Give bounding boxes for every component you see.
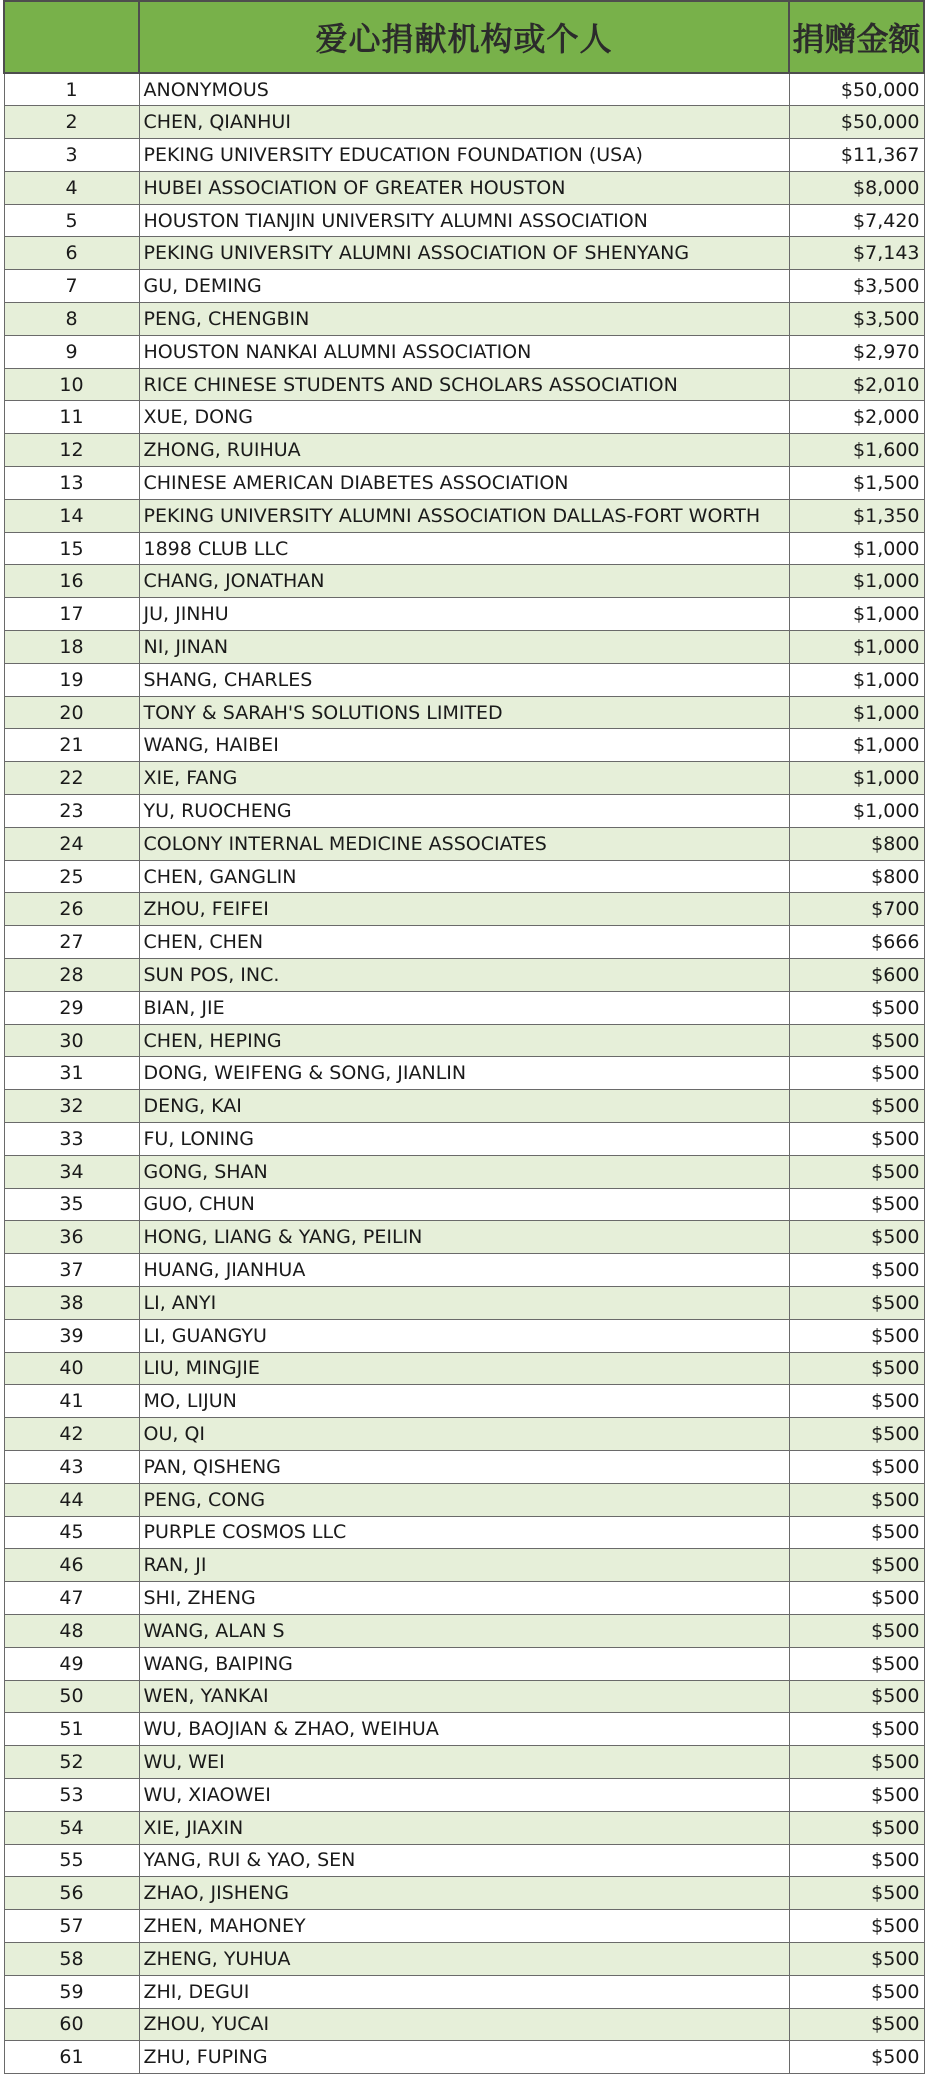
table-row: [4, 368, 924, 401]
row-index-cell: 7: [4, 270, 139, 303]
table-row: [4, 1877, 924, 1910]
table-row: [4, 467, 924, 500]
donor-name-cell: WANG, BAIPING: [139, 1647, 789, 1680]
donation-amount-cell: $500: [789, 1188, 924, 1221]
donation-amount-cell: $500: [789, 1155, 924, 1188]
table-row: [4, 1155, 924, 1188]
row-index-cell: 30: [4, 1024, 139, 1057]
donor-name-cell: GU, DEMING: [139, 270, 789, 303]
donor-name-cell: XUE, DONG: [139, 401, 789, 434]
donation-amount-cell: $500: [789, 1975, 924, 2008]
donation-amount-cell: $500: [789, 1352, 924, 1385]
row-index-cell: 61: [4, 2041, 139, 2074]
row-index-cell: 56: [4, 1877, 139, 1910]
donor-name-cell: JU, JINHU: [139, 598, 789, 631]
row-index-cell: 41: [4, 1385, 139, 1418]
donor-name-cell: PAN, QISHENG: [139, 1450, 789, 1483]
row-index-cell: 10: [4, 368, 139, 401]
donation-amount-cell: $500: [789, 1680, 924, 1713]
donor-name-cell: NI, JINAN: [139, 631, 789, 664]
donation-amount-cell: $500: [789, 1418, 924, 1451]
donor-name-cell: HOUSTON TIANJIN UNIVERSITY ALUMNI ASSOCIATION: [139, 204, 789, 237]
donation-amount-cell: $800: [789, 827, 924, 860]
index-column-header: [4, 1, 139, 73]
donor-name-cell: PENG, CHENGBIN: [139, 303, 789, 336]
table-row: [4, 795, 924, 828]
row-index-cell: 8: [4, 303, 139, 336]
donor-name-cell: OU, QI: [139, 1418, 789, 1451]
row-index-cell: 44: [4, 1483, 139, 1516]
table-row: [4, 434, 924, 467]
table-row: [4, 1844, 924, 1877]
table-row: [4, 598, 924, 631]
table-row: [4, 1254, 924, 1287]
table-row: [4, 1516, 924, 1549]
donation-amount-cell: $1,000: [789, 696, 924, 729]
row-index-cell: 50: [4, 1680, 139, 1713]
row-index-cell: 53: [4, 1778, 139, 1811]
donor-name-cell: PEKING UNIVERSITY ALUMNI ASSOCIATION DALLAS-FORT WORTH: [139, 499, 789, 532]
donor-name-cell: CHINESE AMERICAN DIABETES ASSOCIATION: [139, 467, 789, 500]
table-row: [4, 1286, 924, 1319]
donation-amount-cell: $3,500: [789, 270, 924, 303]
row-index-cell: 19: [4, 663, 139, 696]
donor-name-cell: 1898 CLUB LLC: [139, 532, 789, 565]
table-row: [4, 1024, 924, 1057]
row-index-cell: 54: [4, 1811, 139, 1844]
header-row: [4, 1, 924, 73]
table-row: [4, 893, 924, 926]
donation-amount-cell: $500: [789, 1614, 924, 1647]
donor-name-cell: XIE, FANG: [139, 762, 789, 795]
donation-amount-cell: $1,000: [789, 565, 924, 598]
donor-name-cell: WU, BAOJIAN & ZHAO, WEIHUA: [139, 1713, 789, 1746]
donor-name-cell: YANG, RUI & YAO, SEN: [139, 1844, 789, 1877]
donor-name-cell: LI, GUANGYU: [139, 1319, 789, 1352]
table-row: [4, 1647, 924, 1680]
donor-name-cell: GONG, SHAN: [139, 1155, 789, 1188]
donation-amount-cell: $666: [789, 926, 924, 959]
table-row: [4, 401, 924, 434]
table-row: [4, 1680, 924, 1713]
donor-name-cell: ZHU, FUPING: [139, 2041, 789, 2074]
donation-amount-cell: $500: [789, 1319, 924, 1352]
table-row: [4, 860, 924, 893]
donation-amount-cell: $3,500: [789, 303, 924, 336]
donation-amount-cell: $1,600: [789, 434, 924, 467]
donor-name-cell: TONY & SARAH'S SOLUTIONS LIMITED: [139, 696, 789, 729]
donation-amount-cell: $500: [789, 1582, 924, 1615]
row-index-cell: 11: [4, 401, 139, 434]
donor-name-cell: CHEN, GANGLIN: [139, 860, 789, 893]
donation-amount-cell: $1,000: [789, 598, 924, 631]
donor-name-cell: ZHOU, YUCAI: [139, 2008, 789, 2041]
donor-name-cell: LI, ANYI: [139, 1286, 789, 1319]
table-row: [4, 1910, 924, 1943]
row-index-cell: 22: [4, 762, 139, 795]
row-index-cell: 2: [4, 106, 139, 139]
table-row: [4, 1811, 924, 1844]
donation-amount-cell: $1,000: [789, 762, 924, 795]
donation-amount-cell: $500: [789, 1221, 924, 1254]
table-row: [4, 631, 924, 664]
row-index-cell: 4: [4, 171, 139, 204]
table-row: [4, 1778, 924, 1811]
row-index-cell: 51: [4, 1713, 139, 1746]
row-index-cell: 18: [4, 631, 139, 664]
donation-amount-cell: $500: [789, 2008, 924, 2041]
row-index-cell: 32: [4, 1090, 139, 1123]
donation-amount-cell: $1,500: [789, 467, 924, 500]
table-row: [4, 499, 924, 532]
row-index-cell: 31: [4, 1057, 139, 1090]
table-header: [4, 1, 924, 73]
donor-table: [3, 0, 925, 2074]
donation-amount-cell: $50,000: [789, 106, 924, 139]
donor-name-cell: YU, RUOCHENG: [139, 795, 789, 828]
row-index-cell: 59: [4, 1975, 139, 2008]
table-row: [4, 139, 924, 172]
row-index-cell: 33: [4, 1123, 139, 1156]
row-index-cell: 57: [4, 1910, 139, 1943]
donation-amount-cell: $500: [789, 1286, 924, 1319]
table-row: [4, 1483, 924, 1516]
table-row: [4, 270, 924, 303]
row-index-cell: 55: [4, 1844, 139, 1877]
row-index-cell: 13: [4, 467, 139, 500]
row-index-cell: 46: [4, 1549, 139, 1582]
row-index-cell: 21: [4, 729, 139, 762]
donation-amount-cell: $2,970: [789, 335, 924, 368]
table-row: [4, 1582, 924, 1615]
donation-amount-cell: $500: [789, 2041, 924, 2074]
row-index-cell: 45: [4, 1516, 139, 1549]
donor-name-cell: WU, XIAOWEI: [139, 1778, 789, 1811]
row-index-cell: 20: [4, 696, 139, 729]
donor-name-cell: MO, LIJUN: [139, 1385, 789, 1418]
row-index-cell: 1: [4, 73, 139, 106]
donor-name-cell: LIU, MINGJIE: [139, 1352, 789, 1385]
donation-amount-cell: $500: [789, 1385, 924, 1418]
donor-name-cell: CHEN, QIANHUI: [139, 106, 789, 139]
donor-name-cell: HOUSTON NANKAI ALUMNI ASSOCIATION: [139, 335, 789, 368]
donation-amount-cell: $500: [789, 1647, 924, 1680]
table-row: [4, 1221, 924, 1254]
table-row: [4, 335, 924, 368]
donation-amount-cell: $7,143: [789, 237, 924, 270]
donor-name-cell: HUBEI ASSOCIATION OF GREATER HOUSTON: [139, 171, 789, 204]
donation-amount-cell: $500: [789, 1910, 924, 1943]
table-row: [4, 73, 924, 106]
donor-name-cell: ZHI, DEGUI: [139, 1975, 789, 2008]
donor-name-cell: FU, LONING: [139, 1123, 789, 1156]
row-index-cell: 28: [4, 959, 139, 992]
row-index-cell: 37: [4, 1254, 139, 1287]
donor-name-cell: CHEN, CHEN: [139, 926, 789, 959]
row-index-cell: 47: [4, 1582, 139, 1615]
row-index-cell: 15: [4, 532, 139, 565]
donation-amount-cell: $800: [789, 860, 924, 893]
row-index-cell: 43: [4, 1450, 139, 1483]
donor-name-cell: WANG, HAIBEI: [139, 729, 789, 762]
donor-name-cell: WANG, ALAN S: [139, 1614, 789, 1647]
donation-amount-cell: $500: [789, 1549, 924, 1582]
table-row: [4, 926, 924, 959]
donation-amount-cell: $500: [789, 1942, 924, 1975]
donor-name-cell: CHEN, HEPING: [139, 1024, 789, 1057]
donor-name-cell: HONG, LIANG & YANG, PEILIN: [139, 1221, 789, 1254]
donation-amount-cell: $500: [789, 1024, 924, 1057]
table-row: [4, 532, 924, 565]
donation-amount-cell: $500: [789, 1516, 924, 1549]
row-index-cell: 39: [4, 1319, 139, 1352]
donor-name-cell: ZHONG, RUIHUA: [139, 434, 789, 467]
donation-amount-cell: $500: [789, 1713, 924, 1746]
row-index-cell: 17: [4, 598, 139, 631]
table-row: [4, 959, 924, 992]
donor-name-cell: BIAN, JIE: [139, 991, 789, 1024]
donation-amount-cell: $1,000: [789, 532, 924, 565]
donation-amount-cell: $50,000: [789, 73, 924, 106]
table-row: [4, 1319, 924, 1352]
table-row: [4, 565, 924, 598]
table-row: [4, 1418, 924, 1451]
donation-amount-cell: $700: [789, 893, 924, 926]
row-index-cell: 35: [4, 1188, 139, 1221]
donor-name-cell: WEN, YANKAI: [139, 1680, 789, 1713]
table-row: [4, 1123, 924, 1156]
row-index-cell: 49: [4, 1647, 139, 1680]
table-row: [4, 1549, 924, 1582]
table-row: [4, 729, 924, 762]
donation-amount-cell: $500: [789, 1090, 924, 1123]
table-row: [4, 1352, 924, 1385]
row-index-cell: 48: [4, 1614, 139, 1647]
row-index-cell: 58: [4, 1942, 139, 1975]
row-index-cell: 5: [4, 204, 139, 237]
donor-name-cell: PENG, CONG: [139, 1483, 789, 1516]
table-row: [4, 1450, 924, 1483]
donation-amount-cell: $500: [789, 1844, 924, 1877]
row-index-cell: 3: [4, 139, 139, 172]
table-row: [4, 827, 924, 860]
donation-amount-cell: $500: [789, 1123, 924, 1156]
donation-amount-cell: $1,000: [789, 795, 924, 828]
donation-amount-cell: $8,000: [789, 171, 924, 204]
donor-name-cell: CHANG, JONATHAN: [139, 565, 789, 598]
donor-name-cell: SHANG, CHARLES: [139, 663, 789, 696]
table-row: [4, 204, 924, 237]
table-row: [4, 2041, 924, 2074]
table-body: [4, 73, 924, 2074]
row-index-cell: 36: [4, 1221, 139, 1254]
row-index-cell: 52: [4, 1746, 139, 1779]
row-index-cell: 29: [4, 991, 139, 1024]
row-index-cell: 9: [4, 335, 139, 368]
donation-amount-cell: $500: [789, 1450, 924, 1483]
table-row: [4, 1057, 924, 1090]
donation-amount-cell: $500: [789, 1254, 924, 1287]
row-index-cell: 16: [4, 565, 139, 598]
row-index-cell: 24: [4, 827, 139, 860]
donor-name-cell: PURPLE COSMOS LLC: [139, 1516, 789, 1549]
donation-amount-cell: $500: [789, 1483, 924, 1516]
donation-amount-cell: $1,350: [789, 499, 924, 532]
donor-name-cell: SUN POS, INC.: [139, 959, 789, 992]
donation-amount-cell: $600: [789, 959, 924, 992]
donor-name-cell: RAN, JI: [139, 1549, 789, 1582]
donor-name-cell: ANONYMOUS: [139, 73, 789, 106]
donation-amount-cell: $1,000: [789, 631, 924, 664]
donor-column-header: 爱心捐献机构或个人: [139, 1, 789, 73]
donation-amount-cell: $500: [789, 1778, 924, 1811]
donation-amount-cell: $11,367: [789, 139, 924, 172]
donation-amount-cell: $500: [789, 1746, 924, 1779]
donor-name-cell: ZHOU, FEIFEI: [139, 893, 789, 926]
donor-name-cell: ZHENG, YUHUA: [139, 1942, 789, 1975]
donor-name-cell: COLONY INTERNAL MEDICINE ASSOCIATES: [139, 827, 789, 860]
row-index-cell: 60: [4, 2008, 139, 2041]
donor-name-cell: RICE CHINESE STUDENTS AND SCHOLARS ASSOCIATION: [139, 368, 789, 401]
row-index-cell: 38: [4, 1286, 139, 1319]
donation-amount-cell: $2,000: [789, 401, 924, 434]
table-row: [4, 1746, 924, 1779]
donation-amount-cell: $500: [789, 991, 924, 1024]
table-row: [4, 762, 924, 795]
amount-column-header: 捐赠金额: [789, 1, 924, 73]
table-row: [4, 1188, 924, 1221]
row-index-cell: 26: [4, 893, 139, 926]
row-index-cell: 34: [4, 1155, 139, 1188]
table-row: [4, 171, 924, 204]
donation-amount-cell: $7,420: [789, 204, 924, 237]
table-row: [4, 2008, 924, 2041]
donation-amount-cell: $2,010: [789, 368, 924, 401]
donor-name-cell: GUO, CHUN: [139, 1188, 789, 1221]
donor-name-cell: ZHAO, JISHENG: [139, 1877, 789, 1910]
donor-name-cell: PEKING UNIVERSITY ALUMNI ASSOCIATION OF SHENYANG: [139, 237, 789, 270]
donation-amount-cell: $500: [789, 1057, 924, 1090]
donation-amount-cell: $1,000: [789, 729, 924, 762]
row-index-cell: 25: [4, 860, 139, 893]
table-row: [4, 1975, 924, 2008]
table-row: [4, 1614, 924, 1647]
row-index-cell: 14: [4, 499, 139, 532]
donation-amount-cell: $1,000: [789, 663, 924, 696]
table-row: [4, 1090, 924, 1123]
donor-name-cell: DONG, WEIFENG & SONG, JIANLIN: [139, 1057, 789, 1090]
table-row: [4, 1713, 924, 1746]
table-row: [4, 696, 924, 729]
table-row: [4, 303, 924, 336]
table-row: [4, 1942, 924, 1975]
row-index-cell: 23: [4, 795, 139, 828]
donor-name-cell: SHI, ZHENG: [139, 1582, 789, 1615]
donor-name-cell: HUANG, JIANHUA: [139, 1254, 789, 1287]
donation-amount-cell: $500: [789, 1877, 924, 1910]
table-row: [4, 1385, 924, 1418]
row-index-cell: 12: [4, 434, 139, 467]
row-index-cell: 27: [4, 926, 139, 959]
row-index-cell: 6: [4, 237, 139, 270]
donor-name-cell: XIE, JIAXIN: [139, 1811, 789, 1844]
donor-name-cell: ZHEN, MAHONEY: [139, 1910, 789, 1943]
row-index-cell: 42: [4, 1418, 139, 1451]
row-index-cell: 40: [4, 1352, 139, 1385]
donor-name-cell: DENG, KAI: [139, 1090, 789, 1123]
table-row: [4, 991, 924, 1024]
donation-amount-cell: $500: [789, 1811, 924, 1844]
table-row: [4, 106, 924, 139]
donor-name-cell: PEKING UNIVERSITY EDUCATION FOUNDATION (USA): [139, 139, 789, 172]
table-row: [4, 237, 924, 270]
table-row: [4, 663, 924, 696]
donor-name-cell: WU, WEI: [139, 1746, 789, 1779]
